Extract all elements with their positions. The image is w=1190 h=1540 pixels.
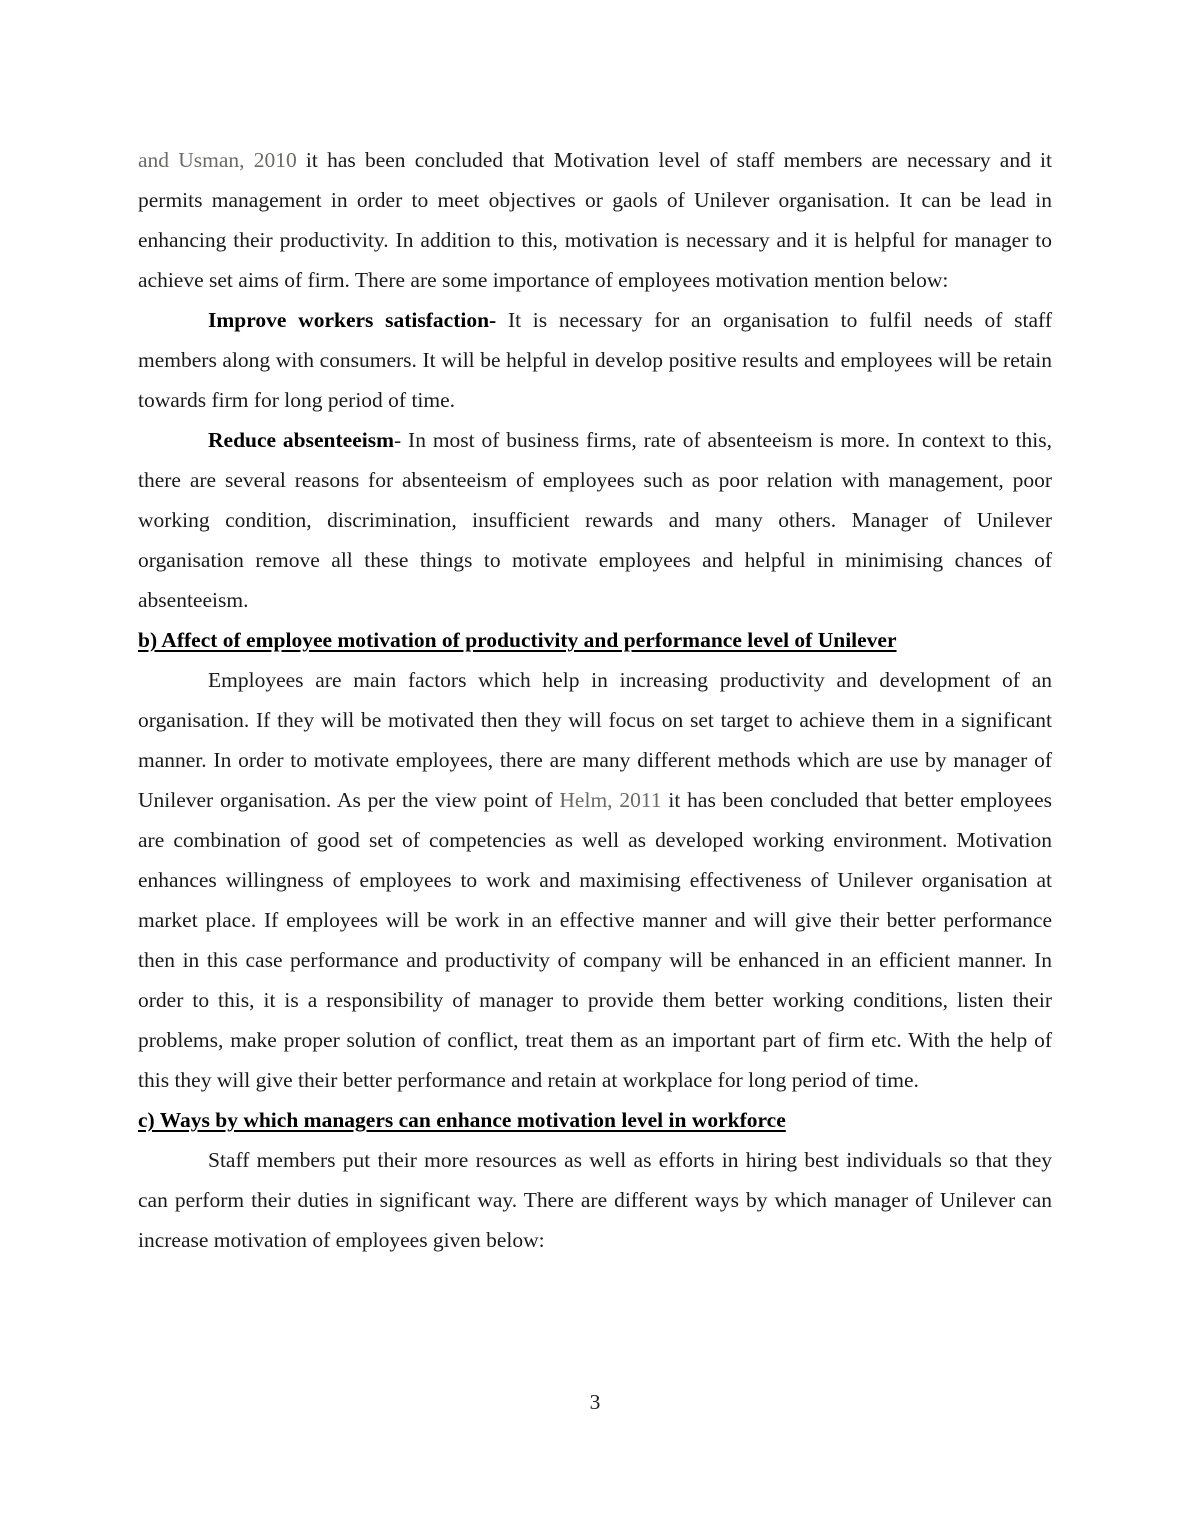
page-number: 3 [589,1390,601,1414]
text-run: It is necessary for an organisation to fulfil needs of staff members along with consumers. It will be helpful in develop positive results and employees will be retain towards firm for long period of time. [138,308,1052,412]
body-paragraph [138,300,1052,420]
document-body [138,140,1052,1260]
text-run: - In most of business firms, rate of absenteeism is more. In context to this, there are several reasons for absenteeism of employees such as poor relation with management, poor working condition, discrimination, insufficient rewards and many others. Manager of Unilever organisation remove all these things to motivate employees and helpful in minimising chances of absenteeism. [138,428,1053,612]
body-paragraph [138,420,1052,620]
citation-run: and Usman, 2010 [138,148,297,172]
bold-run: Improve workers satisfaction- [208,308,497,332]
body-paragraph [138,1140,1052,1260]
text-run: it has been concluded that Motivation level of staff members are necessary and it permits management in order to meet objectives or gaols of Unilever organisation. It can be lead in enhancing their productivity. In addition to this, motivation is necessary and it is helpful for manager to achieve set aims of firm. There are some importance of employees motivation mention below: [138,148,1053,292]
body-paragraph [138,660,1052,1100]
text-run: Staff members put their more resources as well as efforts in hiring best individuals so that they can perform their duties in significant way. There are different ways by which manager of Unilever can increase motivation of employees given below: [138,1148,1052,1252]
text-run: Employees are main factors which help in increasing productivity and development of an organisation. If they will be motivated then they will focus on set target to achieve them in a significant manner. In order to motivate employees, there are many different methods which are use by manager of Unilever organisation. As per the view point of [138,668,1052,812]
text-run: it has been concluded that better employees are combination of good set of competencies as well as developed working environment. Motivation enhances willingness of employees to work and maximising effectiveness of Unilever organisation at market place. If employees will be work in an effective manner and will give their better performance then in this case performance and productivity of company will be enhanced in an efficient manner. In order to this, it is a responsibility of manager to provide them better working conditions, listen their problems, make proper solution of conflict, treat them as an important part of firm etc. With the help of this they will give their better performance and retain at workplace for long period of time. [138,788,1053,1092]
bold-run: Reduce absenteeism [208,428,395,452]
section-heading: b) Affect of employee motivation of productivity and performance level of Unilever [138,628,897,652]
section-heading: c) Ways by which managers can enhance motivation level in workforce [138,1108,786,1132]
citation-run: Helm, 2011 [559,788,662,812]
body-paragraph [138,140,1052,300]
